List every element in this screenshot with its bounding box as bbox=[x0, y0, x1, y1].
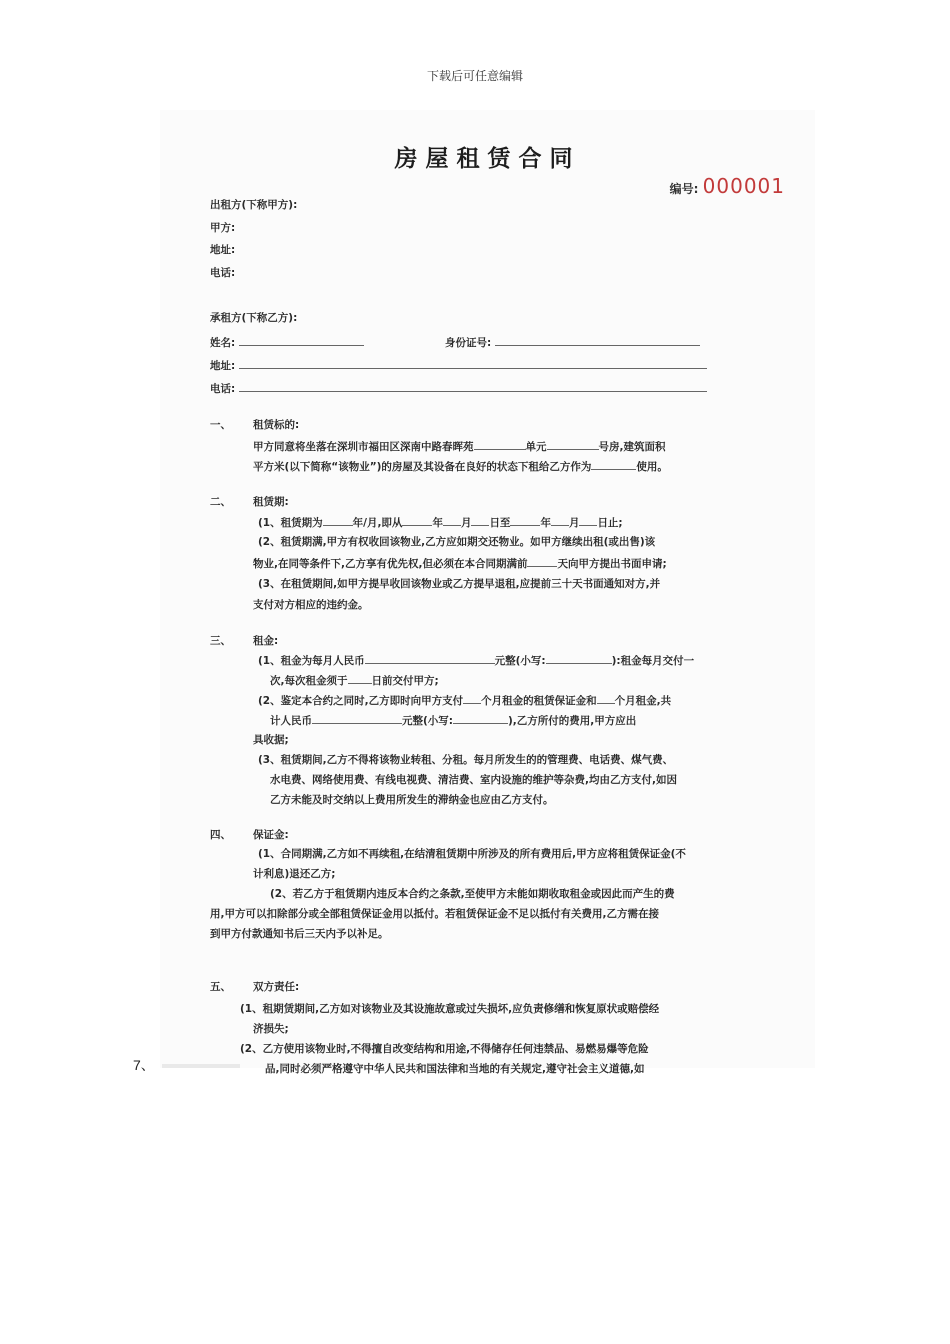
s2-line-5: 支付对方相应的违约金。 bbox=[253, 599, 369, 611]
s2-text: 日至 bbox=[489, 517, 511, 529]
blank bbox=[510, 515, 540, 526]
s3-text: 个月租金的租赁保证金和 bbox=[481, 695, 597, 707]
s2-line-2: (2、租赁期满,甲方有权收回该物业,乙方应如期交还物业。如甲方继续出租(或出售)该 bbox=[258, 536, 656, 548]
blank bbox=[453, 713, 508, 724]
lessee-phone-label: 电话: bbox=[210, 383, 236, 395]
s5-title: 双方责任: bbox=[253, 981, 300, 993]
lessee-id-blank bbox=[495, 335, 700, 346]
s4-line-3: (2、若乙方于租赁期内违反本合约之条款,至使甲方未能如期收取租金或因此而产生的费 bbox=[270, 888, 675, 900]
s3-text: (2、鉴定本合约之同时,乙方即时向甲方支付 bbox=[258, 695, 464, 707]
s4-title: 保证金: bbox=[253, 829, 289, 841]
lessee-phone-row bbox=[210, 381, 707, 396]
s4-line-2: 计利息)退还乙方; bbox=[253, 868, 336, 880]
s1-text: 单元 bbox=[525, 441, 547, 453]
s2-text: 年 bbox=[540, 517, 551, 529]
s5-line-2: 济损失; bbox=[253, 1023, 289, 1035]
blank bbox=[527, 556, 557, 567]
s4-number: 四、 bbox=[210, 829, 231, 841]
lessee-heading: 承租方(下称乙方): bbox=[210, 312, 298, 324]
s5-line-1: (1、租期赁期间,乙方如对该物业及其设施故意或过失损坏,应负责修缮和恢复原状或赔偿经 bbox=[240, 1003, 660, 1015]
s1-number: 一、 bbox=[210, 419, 231, 431]
s3-line-2 bbox=[270, 673, 439, 688]
s2-line-1 bbox=[258, 515, 623, 530]
s1-text: 号房,建筑面积 bbox=[598, 441, 666, 453]
blank bbox=[312, 713, 402, 724]
blank bbox=[551, 515, 569, 526]
s3-text: 日前交付甲方; bbox=[371, 675, 439, 687]
lessor-phone-label: 电话: bbox=[210, 267, 236, 279]
s2-text: (1、租赁期为 bbox=[258, 517, 323, 529]
s4-line-1: (1、合同期满,乙方如不再续租,在结清租赁期中所涉及的所有费用后,甲方应将租赁保证金(不 bbox=[258, 848, 686, 860]
s1-text: 平方米(以下简称“该物业”)的房屋及其设备在良好的状态下租给乙方作为 bbox=[253, 461, 592, 473]
blank bbox=[463, 693, 481, 704]
s2-text: 物业,在同等条件下,乙方享有优先权,但必须在本合同期满前 bbox=[253, 558, 528, 570]
contract-title: 房屋租赁合同 bbox=[394, 145, 581, 172]
s3-text: 个月租金,共 bbox=[614, 695, 672, 707]
blank bbox=[323, 515, 353, 526]
s1-title: 租赁标的: bbox=[253, 419, 300, 431]
page-header-note: 下载后可任意编辑 bbox=[426, 69, 523, 83]
lessor-address-label: 地址: bbox=[210, 244, 236, 256]
lessee-address-blank bbox=[239, 358, 707, 369]
s1-text: 甲方同意将坐落在深圳市福田区深南中路春晖苑 bbox=[253, 441, 474, 453]
list-number: 7、 bbox=[133, 1057, 155, 1073]
s2-line-3 bbox=[253, 556, 667, 571]
s2-number: 二、 bbox=[210, 496, 231, 508]
s2-text: 年 bbox=[432, 517, 443, 529]
s3-text: 次,每次租金须于 bbox=[270, 675, 348, 687]
s1-line-2 bbox=[253, 459, 668, 474]
blank bbox=[348, 673, 372, 684]
lessee-name-row bbox=[210, 335, 364, 350]
lessor-party-label: 甲方: bbox=[210, 222, 236, 234]
lessee-id-label: 身份证号: bbox=[445, 337, 492, 349]
s5-line-4: 品,同时必须严格遵守中华人民共和国法律和当地的有关规定,遵守社会主义道德,如 bbox=[265, 1063, 645, 1075]
s2-text: 日止; bbox=[597, 517, 623, 529]
s2-text: 天向甲方提出书面申请; bbox=[557, 558, 667, 570]
s3-line-6: (3、租赁期间,乙方不得将该物业转租、分租。每月所发生的的管理费、电话费、煤气费、 bbox=[258, 754, 674, 766]
s3-line-4 bbox=[270, 713, 636, 728]
blank bbox=[365, 653, 495, 664]
blank bbox=[591, 459, 636, 470]
s3-text: ),乙方所付的费用,甲方应出 bbox=[508, 715, 637, 727]
lessee-name-blank bbox=[239, 335, 364, 346]
lessee-address-label: 地址: bbox=[210, 360, 236, 372]
s3-line-8: 乙方未能及时交纳以上费用所发生的滞纳金也应由乙方支付。 bbox=[270, 794, 554, 806]
s3-text: (1、租金为每月人民币 bbox=[258, 655, 365, 667]
blank bbox=[579, 515, 597, 526]
serial-number: 000001 bbox=[702, 174, 785, 198]
contract-scan bbox=[160, 110, 815, 1075]
blank bbox=[547, 439, 599, 450]
s1-text: 使用。 bbox=[636, 461, 668, 473]
s3-text: 元整(小写: bbox=[402, 715, 453, 727]
faded-text-fragment bbox=[162, 1064, 240, 1068]
lessee-name-label: 姓名: bbox=[210, 337, 236, 349]
s5-number: 五、 bbox=[210, 981, 231, 993]
s3-title: 租金: bbox=[253, 635, 279, 647]
s1-line-1 bbox=[253, 439, 666, 454]
s3-text: 元整(小写: bbox=[494, 655, 546, 667]
s2-text: 年/月,即从 bbox=[352, 517, 403, 529]
s2-text: 月 bbox=[568, 517, 580, 529]
lessor-heading: 出租方(下称甲方): bbox=[210, 199, 298, 211]
serial-block bbox=[670, 174, 785, 198]
lessee-id-row bbox=[445, 335, 700, 350]
s2-line-4: (3、在租赁期间,如甲方提早收回该物业或乙方提早退租,应提前三十天书面通知对方,并 bbox=[258, 578, 661, 590]
lessee-address-row bbox=[210, 358, 707, 373]
s4-line-5: 到甲方付款通知书后三天内予以补足。 bbox=[210, 928, 389, 940]
s3-line-3 bbox=[258, 693, 671, 708]
blank bbox=[474, 439, 526, 450]
s2-title: 租赁期: bbox=[253, 496, 289, 508]
s3-number: 三、 bbox=[210, 635, 231, 647]
s3-text: ):租金每月交付一 bbox=[611, 655, 695, 667]
s2-text: 月 bbox=[460, 517, 472, 529]
blank bbox=[443, 515, 461, 526]
s4-line-4: 用,甲方可以扣除部分或全部租赁保证金用以抵付。若租赁保证金不足以抵付有关费用,乙方需在接 bbox=[210, 908, 659, 920]
blank bbox=[546, 653, 612, 664]
s3-line-7: 水电费、网络使用费、有线电视费、清洁费、室内设施的维护等杂费,均由乙方支付,如因 bbox=[270, 774, 677, 786]
s5-line-3: (2、乙方使用该物业时,不得擅自改变结构和用途,不得储存任何违禁品、易燃易爆等危险 bbox=[240, 1043, 649, 1055]
s3-text: 计人民币 bbox=[270, 715, 312, 727]
blank bbox=[471, 515, 489, 526]
s3-line-1 bbox=[258, 653, 694, 668]
blank bbox=[402, 515, 432, 526]
s3-line-5: 具收据; bbox=[253, 734, 289, 746]
lessee-phone-blank bbox=[239, 381, 707, 392]
blank bbox=[597, 693, 615, 704]
serial-label: 编号: bbox=[669, 182, 699, 196]
